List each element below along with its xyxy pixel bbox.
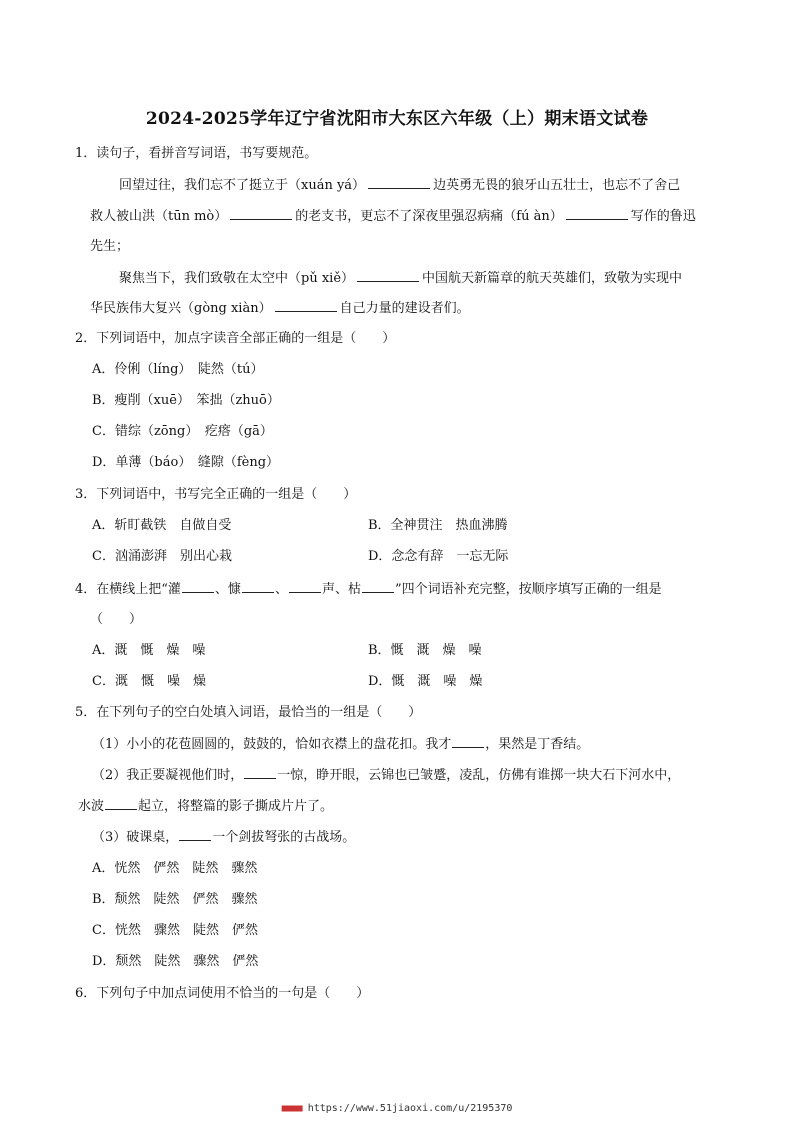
watermark-logo: ■■■■ [281, 1103, 302, 1114]
question-2-option-a: A．伶俐（líng） 陡然（tú） [92, 362, 264, 377]
answer-blank[interactable] [275, 299, 337, 312]
q1-text: 写作的鲁迅 [630, 209, 696, 224]
q4-text: 、 [274, 582, 288, 597]
q1-text: 的老支书，更忘不了深夜里强忍病痛（fú àn） [295, 209, 563, 224]
q5-text: 一惊，睁开眼，云锦也已皱蹙，凌乱，仿佛有谁掷一块大石下河水中， [277, 768, 681, 783]
question-5-sentence-2-cont [78, 797, 333, 816]
question-1-line-5 [90, 299, 470, 318]
answer-blank[interactable] [452, 735, 484, 748]
answer-blank[interactable] [566, 207, 628, 220]
q4-text: ”四个词语补充完整，按顺序填写正确的一组是 [394, 582, 662, 597]
q5-text: 水波 [78, 799, 105, 814]
question-2-option-d: D．单薄（báo） 缝隙（fèng） [92, 455, 280, 470]
q5-text: 一个剑拔弩张的古战场。 [212, 830, 356, 845]
q1-text: 边英勇无畏的狼牙山五壮士，也忘不了舍己 [433, 178, 681, 193]
question-3-option-c: C．汹涌澎湃 别出心栽 [92, 549, 232, 564]
q4-text: 声、枯 [321, 582, 361, 597]
question-1-line-4 [119, 269, 682, 288]
question-4-option-b: B．慨 溉 燥 噪 [368, 643, 482, 658]
answer-blank[interactable] [362, 580, 394, 593]
question-2-stem: 2．下列词语中，加点字读音全部正确的一组是（ ） [75, 331, 396, 346]
q1-text: 自己力量的建设者们。 [339, 301, 470, 316]
q1-text: 回望过往，我们忘不了挺立于（xuán yá） [119, 178, 366, 193]
q5-text: （1）小小的花苞圆圆的，鼓鼓的，恰如衣襟上的盘花扣。我才 [92, 737, 452, 752]
answer-blank[interactable] [230, 207, 292, 220]
answer-blank[interactable] [179, 828, 211, 841]
q1-text: 中国航天新篇章的航天英雄们，致敬为实现中 [422, 271, 683, 286]
question-1-line-3: 先生； [90, 239, 130, 254]
question-4-option-d: D．慨 溉 噪 燥 [368, 674, 483, 689]
q5-text: ，果然是丁香结。 [485, 737, 590, 752]
answer-blank[interactable] [105, 797, 137, 810]
question-6-stem: 6．下列句子中加点词使用不恰当的一句是（ ） [75, 986, 370, 1001]
question-5-sentence-3 [92, 828, 355, 847]
question-3-stem: 3．下列词语中，书写完全正确的一组是（ ） [75, 487, 357, 502]
question-2-option-c: C．错综（zōng） 疙瘩（gā） [92, 424, 273, 439]
question-5-option-c: C．恍然 骤然 陡然 俨然 [92, 923, 258, 938]
question-5-sentence-2 [92, 766, 680, 785]
question-2-option-b: B．瘦削（xuē） 笨拙（zhuō） [92, 393, 280, 408]
answer-blank[interactable] [182, 580, 214, 593]
question-5-stem: 5．在下列句子的空白处填入词语，最恰当的一组是（ ） [75, 705, 422, 720]
q4-text: 、慷 [214, 582, 241, 597]
question-4-stem [75, 580, 662, 599]
q5-text: （3）破课桌， [92, 830, 179, 845]
question-4-stem-cont: （ ） [90, 612, 143, 627]
question-3-option-d: D．念念有辞 一忘无际 [368, 549, 509, 564]
question-4-option-a: A．溉 慨 燥 噪 [92, 643, 206, 658]
question-5-option-b: B．颓然 陡然 俨然 骤然 [92, 892, 258, 907]
q1-text: 救人被山洪（tūn mò） [90, 209, 228, 224]
q5-text: （2）我正要凝视他们时， [92, 768, 244, 783]
answer-blank[interactable] [368, 176, 430, 189]
question-4-option-c: C．溉 慨 噪 燥 [92, 674, 206, 689]
footer-url[interactable]: https://www.51jiaoxi.com/u/2195370 [307, 1103, 513, 1114]
question-3-option-a: A．斩盯截铁 自做自受 [92, 518, 232, 533]
answer-blank[interactable] [244, 766, 276, 779]
answer-blank[interactable] [289, 580, 321, 593]
question-1-line-2 [90, 207, 696, 226]
question-5-option-d: D．颓然 陡然 骤然 俨然 [92, 954, 259, 969]
q5-text: 起立，将整篇的影子撕成片片了。 [138, 799, 334, 814]
page-footer [0, 1103, 794, 1114]
q4-text: 4．在横线上把“灌 [75, 582, 181, 597]
question-5-sentence-1 [92, 735, 589, 754]
answer-blank[interactable] [242, 580, 274, 593]
q1-text: 华民族伟大复兴（gòng xiàn） [90, 301, 272, 316]
question-3-option-b: B．全神贯注 热血沸腾 [368, 518, 508, 533]
question-5-option-a: A．恍然 俨然 陡然 骤然 [92, 861, 258, 876]
answer-blank[interactable] [357, 269, 419, 282]
question-1-stem: 1．读句子，看拼音写词语，书写要规范。 [75, 146, 318, 161]
q1-text: 聚焦当下，我们致敬在太空中（pǔ xiě） [119, 271, 355, 286]
question-1-line-1 [119, 176, 680, 195]
page-title: 2024-2025学年辽宁省沈阳市大东区六年级（上）期末语文试卷 [145, 109, 649, 129]
